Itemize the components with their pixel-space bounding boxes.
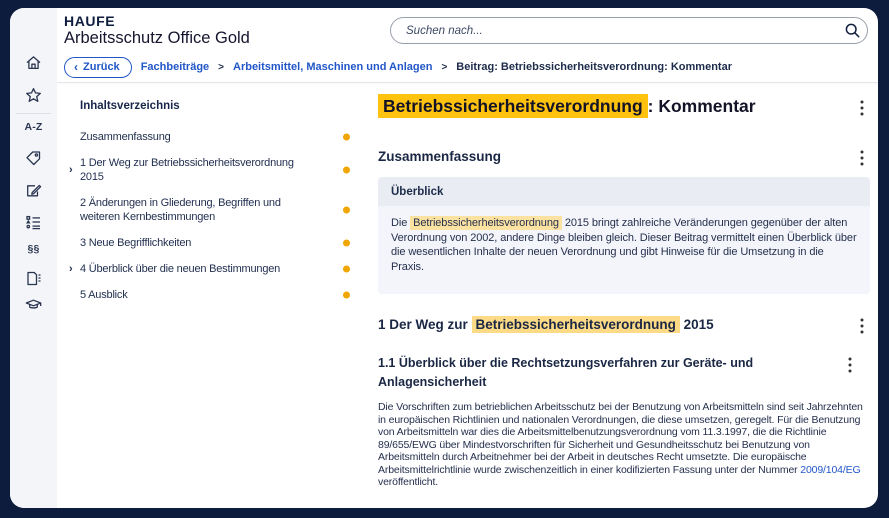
chevron-right-icon: › xyxy=(69,164,73,176)
overview-box-header: Überblick xyxy=(378,177,870,206)
checklist-icon[interactable] xyxy=(10,211,57,233)
toc-item-label: Zusammenfassung xyxy=(80,131,171,143)
search-icon[interactable] xyxy=(837,18,867,43)
toc-progress-dot xyxy=(343,207,350,214)
section-1-pre: 1 Der Weg zur xyxy=(378,317,472,332)
chevron-right-icon: › xyxy=(69,263,73,275)
breadcrumb-link-fachbeitraege[interactable]: Fachbeiträge xyxy=(140,61,210,73)
paragraph-text-pre: Die Vorschriften zum betrieblichen Arbeitsschutz bei der Benutzung von Arbeitsmitteln sind seit Jahrzehnten in europäischen Richtlinien und nationalen Verordnungen, die diese umsetzen, geregelt. Für die Benutzung von Arbeitsmitteln war dies die Arbeitsmittelbenutzungsverordnung vom 11.3.1997, die die Richtlinie 89/655/EWG über Mindestvorschriften für Sicherheit und Gesundheitsschutz bei Benutzung von Arbeitsmitteln durch Arbeitnehmer bei der Arbeit in deutsches Recht umsetzte. Die europäische Arbeitsmittelrichtlinie wurde zwischenzeitlich in einer kodifizierten Fassung unter der Nummer xyxy=(378,401,863,476)
more-options-button[interactable] xyxy=(854,317,870,335)
more-options-button[interactable] xyxy=(854,149,870,167)
regulation-link[interactable]: 2009/104/EG xyxy=(800,463,861,476)
toc-item-2-aenderungen[interactable] xyxy=(68,196,364,224)
a-z-index-icon[interactable] xyxy=(10,116,57,138)
toc-item-zusammenfassung[interactable] xyxy=(68,130,364,144)
app-window xyxy=(10,8,878,508)
home-icon[interactable] xyxy=(10,51,57,73)
paragraph-label: §§ xyxy=(27,243,40,255)
back-button-label: Zurück xyxy=(83,60,120,73)
summary-heading xyxy=(378,149,870,164)
page-title-rest: : Kommentar xyxy=(647,96,756,116)
search-term-highlight: Betriebssicherheitsverordnung xyxy=(378,94,648,118)
toc-item-label: 1 Der Weg zur Betriebssicherheitsverordnung 2015 xyxy=(80,157,294,183)
toc-progress-dot xyxy=(343,134,350,141)
summary-heading-label: Zusammenfassung xyxy=(378,149,502,164)
section-1-1-heading xyxy=(378,354,858,392)
toc-item-label: 4 Überblick über die neuen Bestimmungen xyxy=(80,263,281,275)
back-button[interactable] xyxy=(64,57,132,78)
section-1-1-heading-label: 1.1 Überblick über die Rechtsetzungsverfahren zur Geräte- und Anlagensicherheit xyxy=(378,356,754,389)
toc-item-4-ueberblick[interactable] xyxy=(68,262,364,276)
document-list-icon[interactable] xyxy=(10,267,57,289)
note-edit-icon[interactable] xyxy=(10,179,57,201)
toc-item-3-begrifflichkeiten[interactable] xyxy=(68,236,364,250)
toc-progress-dot xyxy=(343,292,350,299)
toc-item-label: 3 Neue Begrifflichkeiten xyxy=(80,237,192,249)
breadcrumb-link-arbeitsmittel[interactable]: Arbeitsmittel, Maschinen und Anlagen xyxy=(233,61,433,73)
section-1-heading xyxy=(378,317,870,332)
overview-info-box xyxy=(378,177,870,294)
section-1-post: 2015 xyxy=(679,317,714,332)
paragraph-laws-icon[interactable] xyxy=(10,238,57,260)
rail-divider xyxy=(16,113,51,114)
paragraph-text-post: veröffentlicht. xyxy=(378,476,439,488)
section-1-1-paragraph xyxy=(378,401,870,489)
toc-progress-dot xyxy=(343,240,350,247)
toc-item-label: 2 Änderungen in Gliederung, Begriffen und weiteren Kernbestimmungen xyxy=(80,197,281,223)
search-term-highlight: Betriebssicherheitsverordnung xyxy=(472,316,680,333)
toc-item-5-ausblick[interactable] xyxy=(68,288,364,302)
table-of-contents xyxy=(68,100,364,314)
search-term-highlight: Betriebssicherheitsverordnung xyxy=(410,216,562,230)
toc-progress-dot xyxy=(343,266,350,273)
overview-text-pre: Die xyxy=(391,217,411,229)
breadcrumb-separator-icon: > xyxy=(441,61,448,73)
header-divider xyxy=(57,82,878,83)
more-options-button[interactable] xyxy=(854,99,870,117)
icon-rail xyxy=(10,8,57,508)
chevron-left-icon: ‹ xyxy=(74,59,78,74)
overview-text-post: 2015 bringt zahlreiche Veränderungen gegenüber der alten Verordnung von 2002, andere Dinge bleiben gleich. Dieser Beitrag vermittelt einen Überblick über die wesentlichen Inhalte der neuen Verordnung und gibt Hinweise für die Umsetzung in die Praxis. xyxy=(391,217,857,273)
toc-item-1-der-weg[interactable] xyxy=(68,156,364,184)
breadcrumb-separator-icon: > xyxy=(218,61,224,73)
breadcrumb xyxy=(64,55,732,79)
toc-progress-dot xyxy=(343,167,350,174)
tag-icon[interactable] xyxy=(10,147,57,169)
search-bar[interactable] xyxy=(390,17,868,44)
search-input[interactable] xyxy=(391,25,837,37)
training-cap-icon[interactable] xyxy=(10,293,57,315)
star-icon[interactable] xyxy=(10,84,57,106)
brand-logo: HAUFE xyxy=(64,13,116,29)
overview-box-text xyxy=(378,206,870,294)
page-title xyxy=(378,96,870,117)
toc-item-label: 5 Ausblick xyxy=(80,289,128,301)
a-z-label: A-Z xyxy=(24,121,43,133)
breadcrumb-current-page: Beitrag: Betriebssicherheitsverordnung: Kommentar xyxy=(456,61,732,73)
product-title: Arbeitsschutz Office Gold xyxy=(64,29,250,47)
toc-title: Inhaltsverzeichnis xyxy=(80,100,180,112)
more-options-button[interactable] xyxy=(842,356,858,374)
